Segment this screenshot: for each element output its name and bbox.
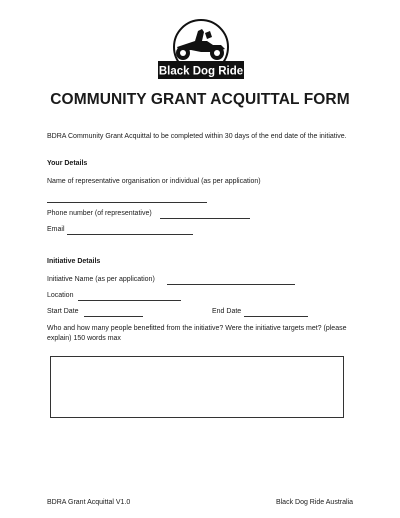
location-field[interactable]	[78, 300, 181, 301]
your-details-heading: Your Details	[47, 160, 88, 167]
org-name-label: Name of representative organisation or individual (as per application)	[47, 178, 261, 185]
benefit-response-box[interactable]	[50, 356, 344, 418]
logo-text: Black Dog Ride	[158, 65, 244, 78]
email-label: Email	[47, 226, 65, 233]
org-name-field[interactable]	[47, 202, 207, 203]
start-date-label: Start Date	[47, 308, 79, 315]
initiative-details-heading: Initiative Details	[47, 258, 101, 265]
footer-organisation: Black Dog Ride Australia	[275, 499, 353, 506]
form-title: COMMUNITY GRANT ACQUITTAL FORM	[50, 91, 350, 108]
start-date-field[interactable]	[84, 316, 143, 317]
initiative-name-field[interactable]	[167, 284, 295, 285]
location-label: Location	[47, 292, 74, 299]
initiative-name-label: Initiative Name (as per application)	[47, 276, 155, 283]
email-field[interactable]	[67, 234, 193, 235]
phone-field[interactable]	[160, 218, 250, 219]
benefit-question: Who and how many people benefitted from the initiative? Were the initiative targets met? (please explain) 150 words max	[47, 325, 347, 342]
end-date-field[interactable]	[244, 316, 308, 317]
phone-label: Phone number (of representative)	[47, 210, 152, 217]
footer-version: BDRA Grant Acquittal V1.0	[47, 499, 131, 506]
black-dog-ride-logo	[155, 19, 247, 81]
intro-text: BDRA Community Grant Acquittal to be completed within 30 days of the end date of the initiative.	[47, 133, 347, 140]
end-date-label: End Date	[212, 308, 242, 315]
